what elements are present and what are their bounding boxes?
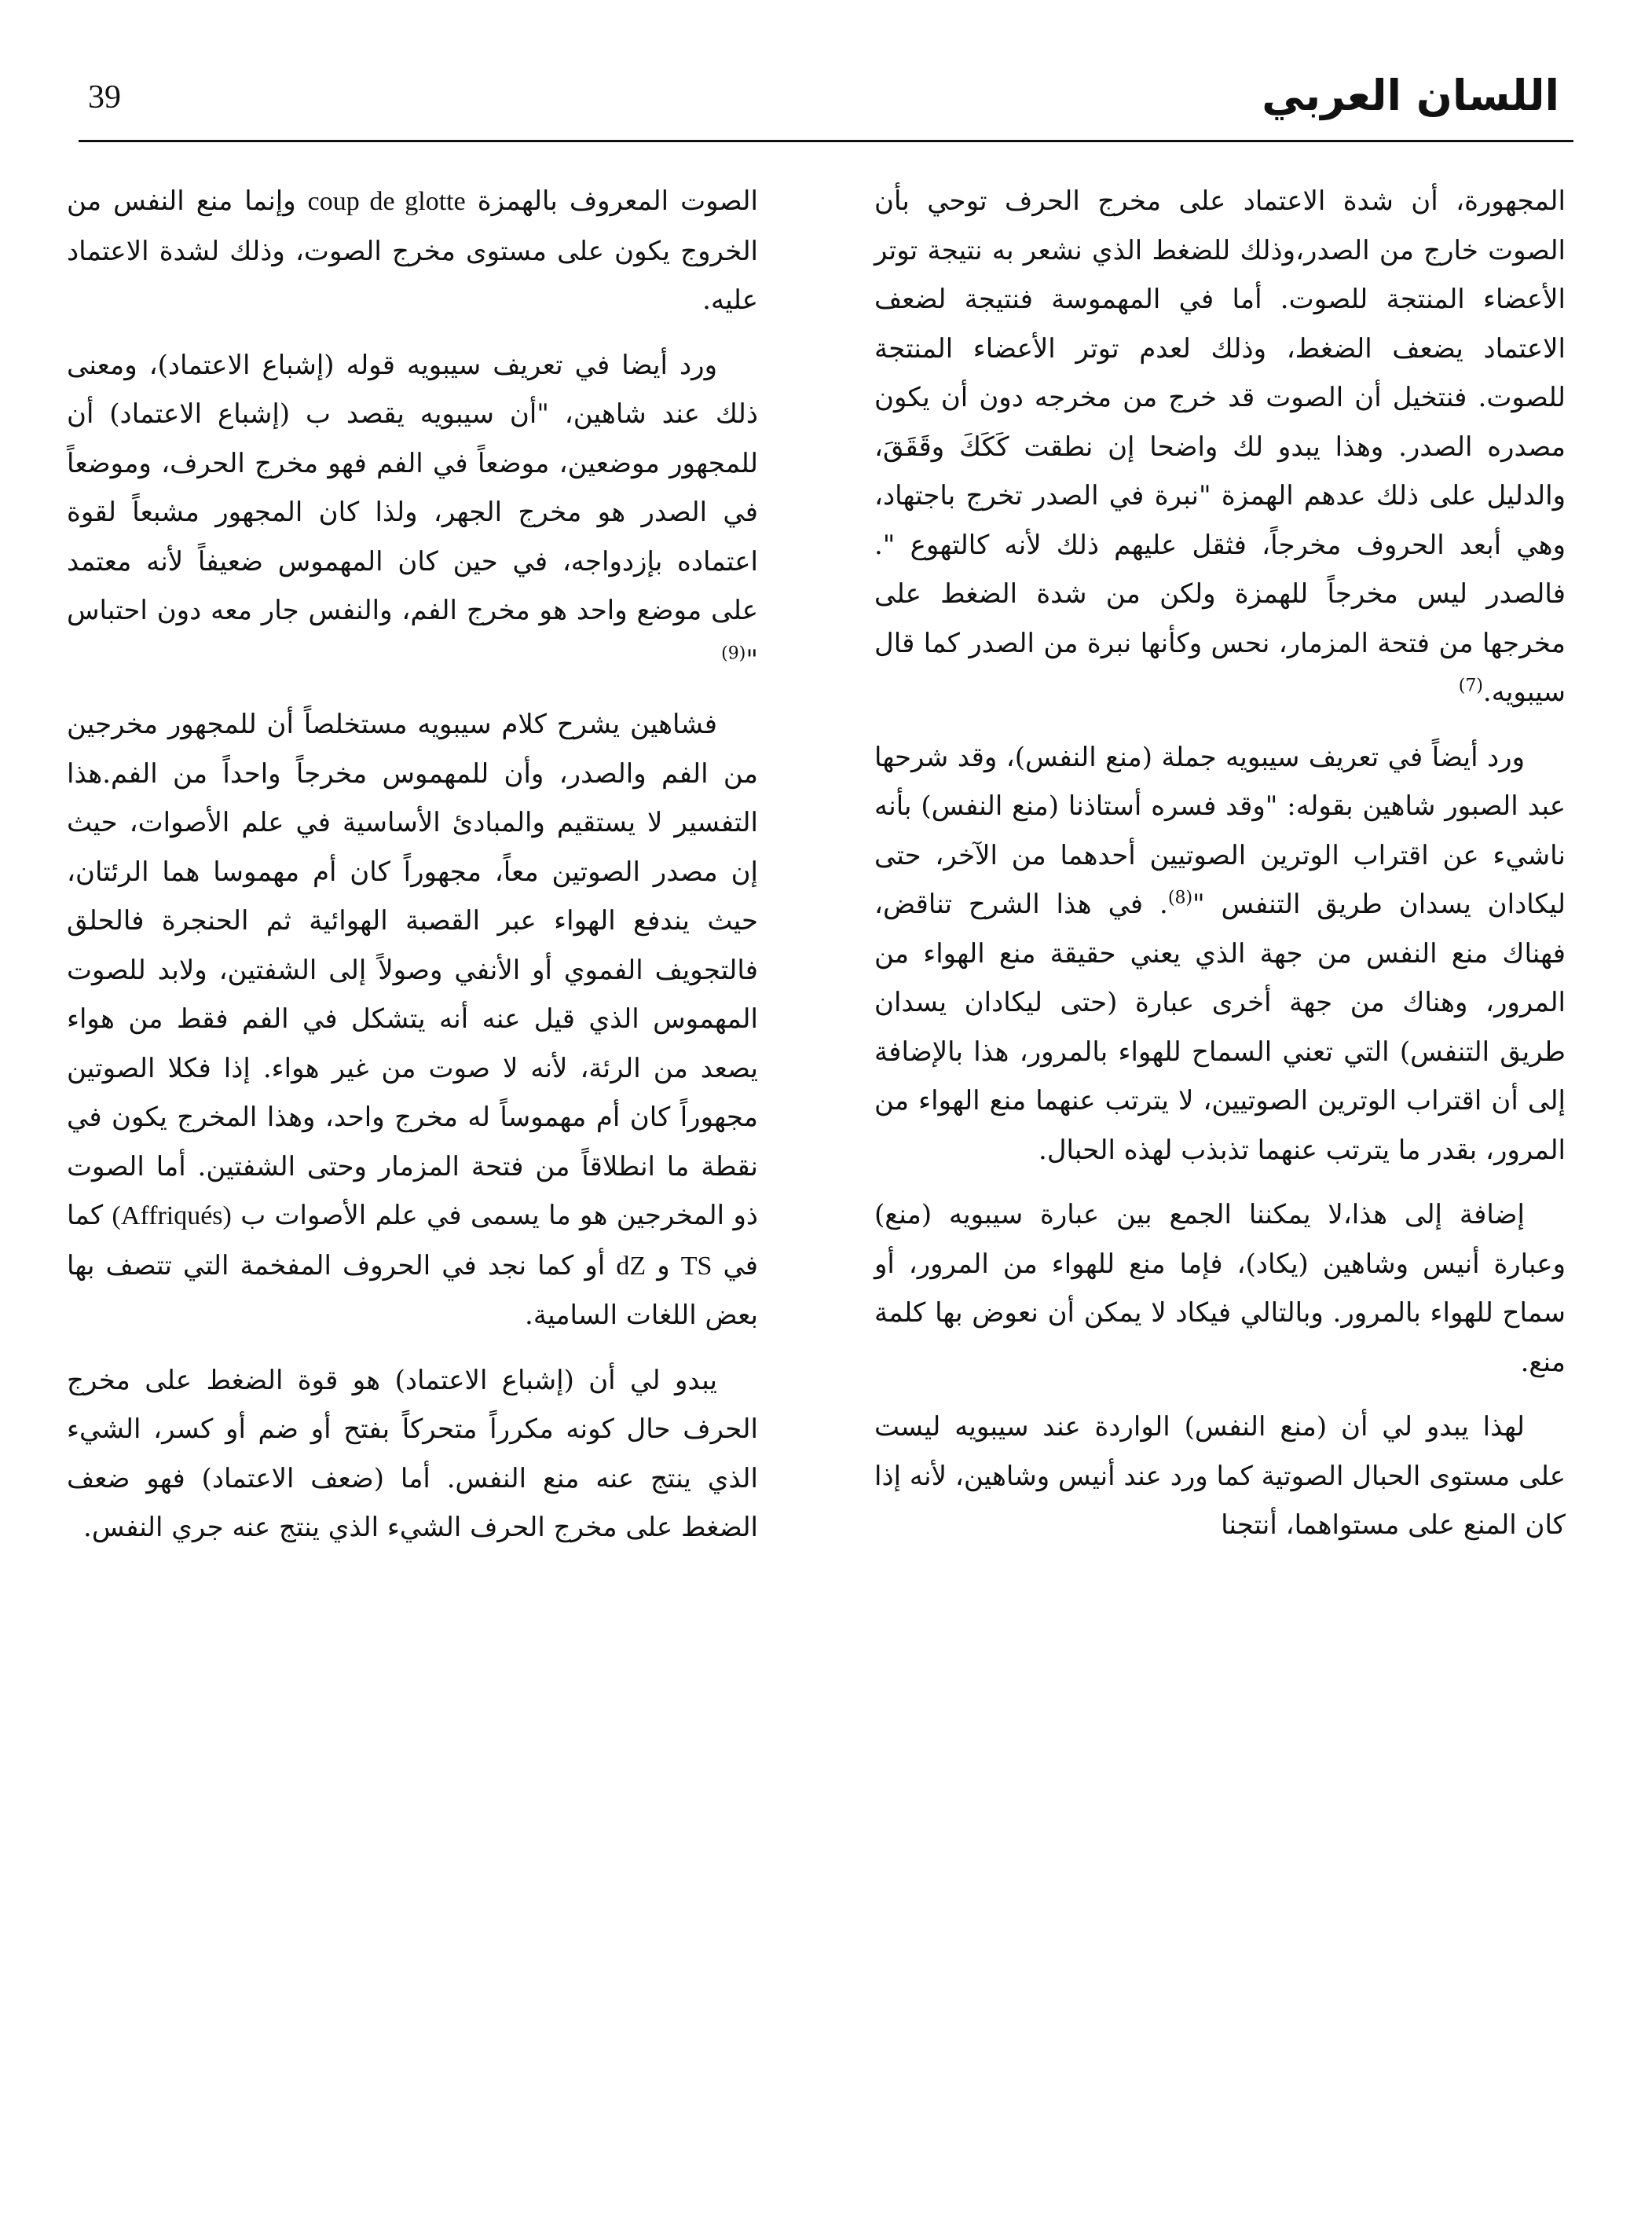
page-number: 39 bbox=[88, 79, 121, 115]
page-header bbox=[79, 71, 1573, 145]
paragraph-text: المجهورة، أن شدة الاعتماد على مخرج الحرف توحي بأن الصوت خارج من الصدر،وذلك للضغط الذي نشعر به نتيجة توتر الأعضاء المنتجة للصوت. أما في المهموسة فنتيجة لضعف الاعتماد يضعف الضغط، وذلك لعدم توتر الأعضاء المنتجة للصوت. فنتخيل أن الصوت قد خرج من مخرجه دون أن يكون مصدره الصدر. وهذا يبدو لك واضحا إن نطقت كَكَكَ وقَقَقَ، والدليل على ذلك عدهم الهمزة "نبرة في الصدر تخرج باجتهاد، وهي أبعد الحروف مخرجاً، فثقل عليهم ذلك لأنه كالتهوع ". فالصدر ليس مخرجاً للهمزة ولكن من شدة الضغط على مخرجها من فتحة المزمار، نحس وكأنها نبرة من الصدر كما قال سيبويه. bbox=[874, 185, 1566, 708]
paragraph-text: وإنما منع النفس من الخروج يكون على مستوى مخرج الصوت، وذلك لشدة الاعتماد عليه. bbox=[67, 185, 758, 316]
paragraph-text: فشاهين يشرح كلام سيبويه مستخلصاً أن للمجهور مخرجين من الفم والصدر، وأن للمهموس مخرجاً واحداً من الفم.هذا التفسير لا يستقيم والمبادئ الأساسية في علم الأصوات، حيث إن مصدر الصوتين معاً، مجهوراً كان أم مهموسا هما الرئتان، حيث يندفع الهواء عبر القصبة الهوائية ثم الحنجرة فالحلق فالتجويف الفموي أو الأنفي وصولاً إلى الشفتين، ولابد للصوت المهموس الذي قيل عنه أنه يتشكل في الفم فقط من هواء يصعد من الرئة، لأنه لا صوت من غير هواء. إذا فكلا الصوتين مجهوراً كان أم مهموساً له مخرج واحد، وهذا المخرج يكون في نقطة ما انطلاقاً من فتحة المزمار وحتى الشفتين. أما الصوت ذو المخرجين هو ما يسمى في علم الأصوات ب bbox=[67, 709, 758, 1231]
paragraph bbox=[67, 177, 758, 325]
paragraph-text: ورد أيضاً في تعريف سيبويه جملة (منع النفس)، وقد شرحها عبد الصبور شاهين بقوله: "وقد فسره أستاذنا (منع النفس) بأنه ناشيء عن اقتراب الوترين الصوتيين أحدهما من الآخر، حتى ليكادان يسدان طريق التنفس " bbox=[874, 741, 1566, 920]
footnote-ref: (7) bbox=[1458, 676, 1483, 696]
paragraph bbox=[874, 177, 1566, 717]
paragraph bbox=[67, 700, 758, 1340]
journal-title-logo: اللسان العربي bbox=[1262, 71, 1559, 120]
paragraph: لهذا يبدو لي أن (منع النفس) الواردة عند سيبويه ليست على مستوى الحبال الصوتية كما ورد عند أنيس وشاهين، لأنه إذا كان المنع على مستواهما، أنتجنا bbox=[874, 1411, 1566, 1541]
phonetic-symbol: TS bbox=[680, 1251, 712, 1281]
paragraph bbox=[67, 341, 758, 685]
paragraph: يبدو لي أن (إشباع الاعتماد) هو قوة الضغط على مخرج الحرف حال كونه مكرراً متحركاً بفتح أو ضم أو كسر، الشيء الذي ينتج عنه منع النفس. أما (ضعف الاعتماد) فهو ضعف الضغط على مخرج الحرف الشيء الذي ينتج عنه جري النفس. bbox=[67, 1364, 758, 1543]
french-term: coup de glotte bbox=[307, 187, 466, 216]
paragraph-text: ورد أيضا في تعريف سيبويه قوله (إشباع الاعتماد)، ومعنى ذلك عند شاهين، "أن سيبويه يقصد ب (إشباع الاعتماد) أن للمجهور موضعين، موضعاً في الفم فهو مخرج الحرف، وموضعاً في الصدر هو مخرج الجهر، ولذا كان المجهور مشبعاً لقوة اعتماده بإزدواجه، في حين كان المهموس ضعيفاً لأنه معتمد على موضع واحد هو مخرج الفم، والنفس جار معه دون احتباس " bbox=[67, 349, 758, 676]
footnote-ref: (8) bbox=[1167, 888, 1193, 908]
footnote-ref: (9) bbox=[721, 643, 746, 664]
left-column bbox=[67, 177, 758, 1553]
paragraph-text: . في هذا الشرح تناقض، فهناك منع النفس من جهة الذي يعني حقيقة منع الهواء من المرور، وهناك من جهة أخرى عبارة (حتى ليكادان يسدان طريق التنفس) التي تعني السماح للهواء بالمرور، هذا بالإضافة إلى أن اقتراب الوترين الصوتيين، لا يترتب عنهما منع الهواء من المرور، بقدر ما يترتب عنهما تذبذب لهذه الحبال. bbox=[874, 889, 1566, 1166]
french-term: (Affriqués) bbox=[112, 1201, 232, 1230]
paragraph-text: كما في bbox=[67, 1200, 759, 1281]
phonetic-symbol: dZ bbox=[616, 1251, 647, 1281]
header-rule bbox=[79, 140, 1573, 142]
paragraph bbox=[874, 733, 1566, 1175]
right-column bbox=[874, 177, 1566, 1550]
paragraph: إضافة إلى هذا،لا يمكننا الجمع بين عبارة سيبويه (منع) وعبارة أنيس وشاهين (يكاد)، فإما منع للهواء من المرور، أو سماح للهواء بالمرور. وبالتالي فيكاد لا يمكن أن نعوض بها كلمة منع. bbox=[874, 1199, 1566, 1378]
paragraph-text: الصوت المعروف بالهمزة bbox=[477, 185, 758, 217]
paragraph-text: أو كما نجد في الحروف المفخمة التي تتصف بها بعض اللغات السامية. bbox=[67, 1249, 758, 1331]
paragraph-text: و bbox=[657, 1249, 670, 1281]
